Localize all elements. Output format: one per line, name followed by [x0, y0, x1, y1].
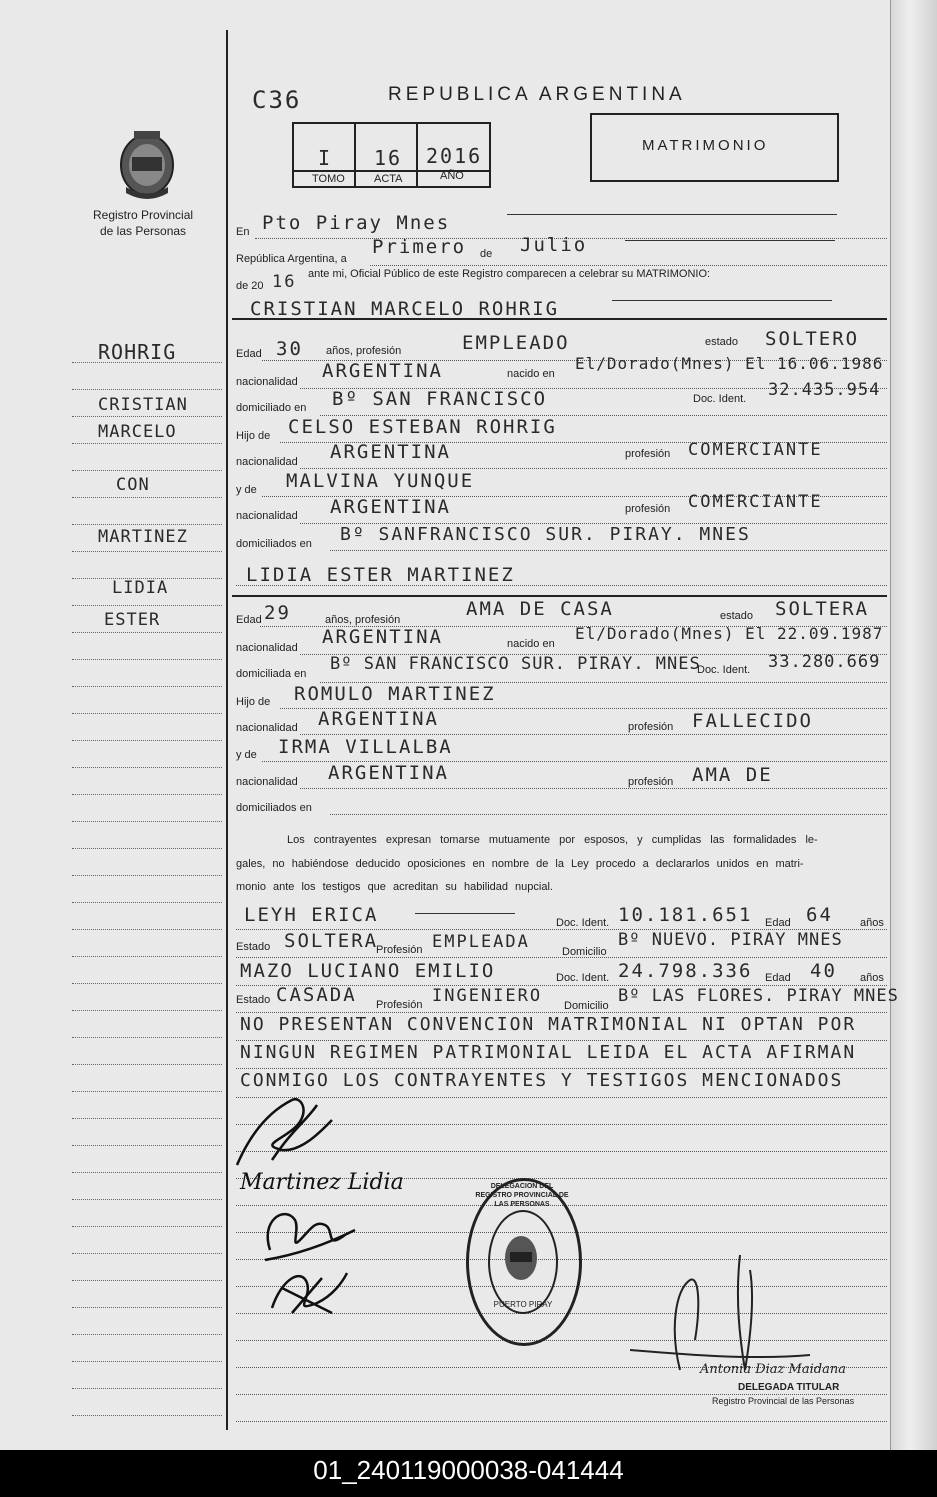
witness1-domicilio: Bº NUEVO. PIRAY MNES [618, 930, 843, 950]
witness1-edad-label: Edad [765, 917, 791, 929]
margin-guide-line [72, 1118, 222, 1119]
groom-doc: 32.435.954 [768, 380, 881, 400]
signature-guide-line [236, 1421, 887, 1422]
day-value: Primero [372, 236, 467, 258]
bride-father-prof-label: profesión [628, 721, 674, 733]
margin-guide-line [72, 1334, 222, 1335]
margin-given3: LIDIA [112, 578, 169, 598]
year-suffix: 16 [272, 272, 297, 292]
bride-edad-label: Edad [236, 614, 262, 626]
witness2-name: MAZO LUCIANO EMILIO [240, 960, 496, 982]
seal-city: PUERTO PIRAY [493, 1300, 553, 1309]
province-logo-icon [112, 125, 182, 200]
groom-father-nac: ARGENTINA [330, 441, 451, 463]
margin-guide-line [72, 929, 222, 930]
groom-nacido-label: nacido en [507, 368, 555, 380]
bride-mother-prof-label: profesión [628, 776, 674, 788]
margin-surname: ROHRIG [98, 340, 177, 364]
witness2-signature-icon [262, 1258, 352, 1318]
witness2-estado-label: Estado [236, 994, 271, 1006]
bride-signature-text: Martinez Lidia [240, 1170, 404, 1195]
bride-estado-label: estado [720, 610, 754, 622]
margin-rule [226, 30, 228, 1430]
bride-doc: 33.280.669 [768, 652, 881, 672]
margin-guide-line [72, 713, 222, 714]
margin-guide-line [72, 1280, 222, 1281]
witness2-doc: 24.798.336 [618, 960, 753, 982]
republica-label: República Argentina, a [236, 253, 347, 265]
comparecen-text: ante mi, Oficial Público de este Registro comparecen a celebrar su MATRIMONIO: [308, 268, 711, 280]
official-org: Registro Provincial de las Personas [712, 1396, 855, 1406]
ano-label: AÑO [440, 170, 464, 182]
groom-father-prof-label: profesión [625, 448, 671, 460]
margin-guide-line [72, 524, 222, 525]
margin-guide-line [72, 1415, 222, 1416]
place-value: Pto Piray Mnes [262, 212, 451, 234]
groom-full-name: CRISTIAN MARCELO ROHRIG [250, 298, 560, 320]
groom-estado: SOLTERO [765, 328, 860, 350]
signature-guide-line [236, 1394, 887, 1395]
margin-guide-line [72, 1064, 222, 1065]
bride-father-nac: ARGENTINA [318, 708, 439, 730]
groom-dom-label: domiciliado en [236, 402, 307, 414]
witness1-name: LEYH ERICA [244, 904, 379, 926]
witness1-signature-icon [255, 1200, 365, 1265]
bride-parents-dom-label: domiciliados en [236, 802, 312, 814]
margin-guide-line [72, 956, 222, 957]
margin-guide-line [72, 848, 222, 849]
act-type: MATRIMONIO [642, 137, 769, 154]
margin-guide-line [72, 794, 222, 795]
bride-nac-label: nacionalidad [236, 642, 298, 654]
margin-guide-line [72, 875, 222, 876]
bride-nacido-label: nacido en [507, 638, 555, 650]
margin-guide-line [72, 632, 222, 633]
margin-given2: MARCELO [98, 422, 177, 442]
ano-value: 2016 [426, 144, 483, 168]
groom-father-nac-label: nacionalidad [236, 456, 298, 468]
page-edge [890, 0, 937, 1450]
groom-estado-label: estado [705, 336, 739, 348]
margin-surname2: MARTINEZ [98, 527, 188, 547]
groom-father: CELSO ESTEBAN ROHRIG [288, 416, 557, 438]
country-title: REPUBLICA ARGENTINA [388, 84, 686, 105]
tomo-label: TOMO [312, 173, 345, 185]
file-id-footer: 01_240119000038-041444 [0, 1450, 937, 1497]
month-value: Julio [520, 234, 588, 256]
bride-mother-prof: AMA DE [692, 764, 773, 786]
margin-guide-line [72, 686, 222, 687]
groom-nac: ARGENTINA [322, 360, 443, 382]
witness1-edad: 64 [806, 904, 833, 926]
groom-nacido: El/Dorado(Mnes) El 16.06.1986 [575, 354, 884, 373]
tomo-value: I [318, 146, 333, 170]
witness2-prof-label: Profesión [376, 999, 423, 1011]
note-line2: NINGUN REGIMEN PATRIMONIAL LEIDA EL ACTA AFIRMAN [240, 1042, 857, 1063]
witness1-estado-label: Estado [236, 941, 271, 953]
margin-guide-line [72, 551, 222, 552]
witness2-dom-label: Domicilio [564, 1000, 609, 1012]
bride-profesion: AMA DE CASA [466, 598, 614, 620]
en-label: En [236, 226, 250, 238]
groom-edad: 30 [276, 338, 303, 360]
margin-guide-line [72, 1091, 222, 1092]
witness2-profesion: INGENIERO [432, 986, 543, 1006]
margin-guide-line [72, 1010, 222, 1011]
acta-label: ACTA [374, 173, 403, 185]
witness1-estado: SOLTERA [284, 930, 379, 952]
margin-guide-line [72, 821, 222, 822]
groom-edad-label: Edad [236, 348, 262, 360]
witness1-doc: 10.181.651 [618, 904, 753, 926]
margin-guide-line [72, 1226, 222, 1227]
bride-father-prof: FALLECIDO [692, 710, 813, 732]
groom-mother-nac: ARGENTINA [330, 496, 451, 518]
year-prefix-label: de 20 [236, 280, 264, 292]
bride-yde-label: y de [236, 749, 257, 761]
groom-nac-label: nacionalidad [236, 376, 298, 388]
bride-profesion-label: años, profesión [325, 614, 401, 626]
act-type-box [590, 113, 839, 182]
margin-guide-line [72, 605, 222, 606]
bride-dom-label: domiciliada en [236, 668, 307, 680]
acta-value: 16 [374, 146, 403, 170]
note-line3: CONMIGO LOS CONTRAYENTES Y TESTIGOS MENCIONADOS [240, 1070, 844, 1091]
bride-mother-nac: ARGENTINA [328, 762, 449, 784]
witness1-prof-label: Profesión [376, 944, 423, 956]
witness2-estado: CASADA [276, 984, 357, 1006]
bride-nacido: El/Dorado(Mnes) El 22.09.1987 [575, 624, 884, 643]
groom-mother-prof-label: profesión [625, 503, 671, 515]
margin-guide-line [72, 470, 222, 471]
bride-estado: SOLTERA [775, 598, 870, 620]
official-title: DELEGADA TITULAR [738, 1382, 840, 1393]
margin-guide-line [72, 659, 222, 660]
margin-guide-line [72, 983, 222, 984]
margin-guide-line [72, 1199, 222, 1200]
groom-domicilio: Bº SAN FRANCISCO [332, 388, 548, 410]
groom-profesion: EMPLEADO [462, 332, 570, 354]
margin-guide-line [72, 740, 222, 741]
note-line1: NO PRESENTAN CONVENCION MATRIMONIAL NI OPTAN POR [240, 1014, 857, 1035]
margin-guide-line [72, 1253, 222, 1254]
seal-text: DELEGACION DEL REGISTRO PROVINCIAL DE LAS PERSONAS [475, 1183, 569, 1208]
bride-mother-nac-label: nacionalidad [236, 776, 298, 788]
bride-full-name: LIDIA ESTER MARTINEZ [246, 564, 515, 586]
margin-guide-line [72, 389, 222, 390]
witness1-anos-label: años [860, 917, 884, 929]
bride-doc-label: Doc. Ident. [697, 664, 751, 676]
witness2-domicilio: Bº LAS FLORES. PIRAY MNES [618, 986, 899, 1006]
margin-guide-line [72, 416, 222, 417]
de-label: de [480, 248, 493, 260]
groom-signature-icon [232, 1090, 342, 1170]
margin-guide-line [72, 1037, 222, 1038]
bride-mother: IRMA VILLALBA [278, 736, 453, 758]
declaration-line1: Los contrayentes expresan tomarse mutuamente por esposos, y cumplidas las formalidades le- [287, 834, 818, 846]
witness2-anos-label: años [860, 972, 884, 984]
margin-guide-line [72, 1307, 222, 1308]
bride-father: ROMULO MARTINEZ [294, 683, 496, 705]
witness1-dom-label: Domicilio [562, 946, 607, 958]
witness1-profesion: EMPLEADA [432, 932, 530, 952]
margin-guide-line [72, 1145, 222, 1146]
seal-emblem-icon [500, 1230, 542, 1285]
witness1-doc-label: Doc. Ident. [556, 917, 610, 929]
bride-father-nac-label: nacionalidad [236, 722, 298, 734]
official-name: Antonia Diaz Maidana [700, 1362, 846, 1377]
bride-nac: ARGENTINA [322, 626, 443, 648]
witness2-edad: 40 [810, 960, 837, 982]
bride-edad: 29 [264, 602, 291, 624]
witness2-edad-label: Edad [765, 972, 791, 984]
margin-guide-line [72, 1361, 222, 1362]
groom-father-prof: COMERCIANTE [688, 440, 823, 460]
bride-domicilio: Bº SAN FRANCISCO SUR. PIRAY. MNES [330, 654, 701, 674]
groom-hijo-label: Hijo de [236, 430, 271, 442]
declaration-line3: monio ante los testigos que acreditan su habilidad nupcial. [236, 881, 553, 893]
margin-guide-line [72, 1172, 222, 1173]
margin-given1: CRISTIAN [98, 395, 188, 415]
page-code: C36 [252, 86, 302, 114]
groom-parents-domicilio: Bº SANFRANCISCO SUR. PIRAY. MNES [340, 524, 751, 545]
groom-doc-label: Doc. Ident. [693, 393, 747, 405]
groom-profesion-label: años, profesión [326, 345, 402, 357]
margin-guide-line [72, 1388, 222, 1389]
groom-yde-label: y de [236, 484, 257, 496]
groom-mother-prof: COMERCIANTE [688, 492, 823, 512]
groom-mother-nac-label: nacionalidad [236, 510, 298, 522]
bride-hijo-label: Hijo de [236, 696, 271, 708]
groom-parents-dom-label: domiciliados en [236, 538, 312, 550]
margin-guide-line [72, 767, 222, 768]
margin-con: CON [116, 475, 150, 495]
registry-name-line1: Registro Provincial [93, 208, 194, 222]
witness2-doc-label: Doc. Ident. [556, 972, 610, 984]
registry-name-line2: de las Personas [100, 224, 187, 238]
margin-given4: ESTER [104, 610, 161, 630]
acta-box [292, 122, 491, 188]
declaration-line2: gales, no habiéndose deducido oposiciones en nombre de la Ley procedo a declararlos unidos en matri- [236, 858, 804, 870]
margin-guide-line [72, 497, 222, 498]
groom-mother: MALVINA YUNQUE [286, 470, 475, 492]
margin-guide-line [72, 443, 222, 444]
margin-guide-line [72, 902, 222, 903]
